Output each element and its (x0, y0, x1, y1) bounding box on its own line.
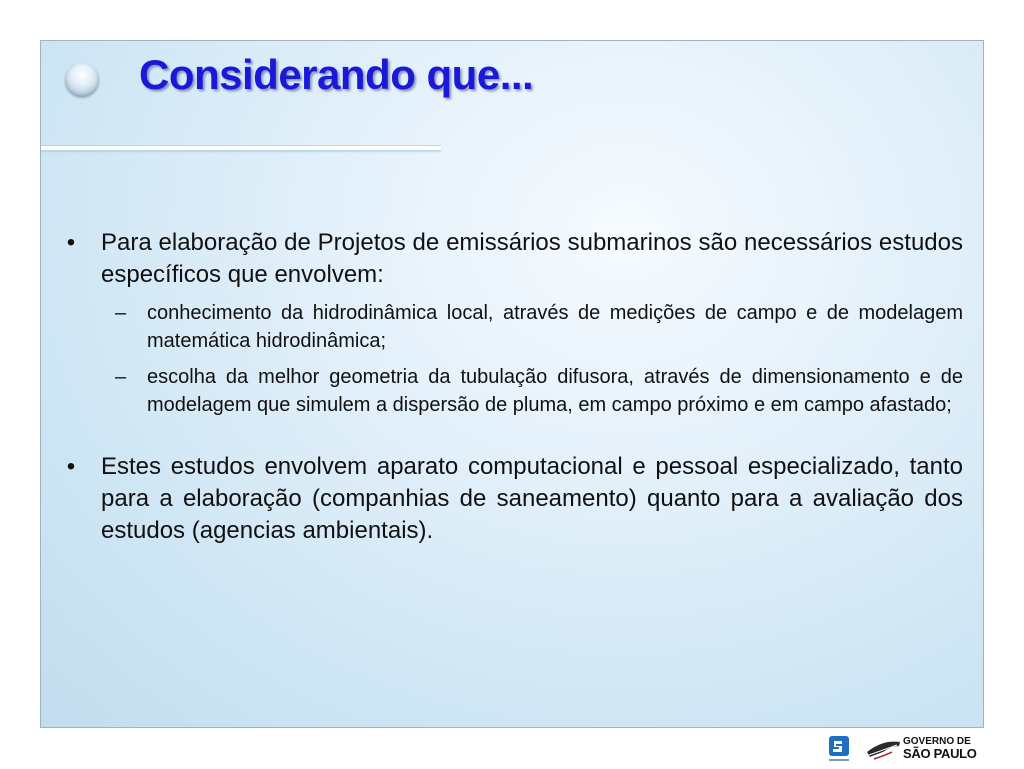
bullet-marker: • (66, 453, 76, 480)
sub-bullet-item (115, 299, 963, 355)
governo-sp-wordmark: GOVERNO DE SÃO PAULO (903, 736, 977, 761)
slide-body (61, 227, 963, 547)
dash-marker: – (115, 302, 127, 324)
bullet-text: Para elaboração de Projetos de emissários submarinos são necessários estudos específicos que envolvem: (101, 229, 963, 288)
slide-title: Considerando que... (139, 51, 534, 98)
sabesp-logo (826, 734, 852, 764)
title-underline (41, 145, 441, 151)
sao-paulo-state-map-icon (866, 736, 902, 762)
governo-sp-logo (866, 734, 986, 764)
sub-bullet-text: conhecimento da hidrodinâmica local, através de medições de campo e de modelagem matemática hidrodinâmica; (147, 302, 963, 352)
sub-bullet-item (115, 363, 963, 419)
bullet-marker: • (66, 229, 76, 256)
sabesp-logo-icon (826, 734, 852, 764)
bullet-item (61, 451, 963, 547)
slide-panel (40, 40, 984, 728)
dash-marker: – (115, 366, 127, 388)
title-bullet-icon (65, 63, 99, 97)
bullet-text: Estes estudos envolvem aparato computacional e pessoal especializado, tanto para a elaboração (companhias de saneamento) quanto para a avaliação dos estudos (agencias ambientais). (101, 453, 963, 544)
sub-bullet-text: escolha da melhor geometria da tubulação difusora, através de dimensionamento e de modelagem que simulem a dispersão de pluma, em campo próximo e em campo afastado; (147, 366, 963, 416)
bullet-item (61, 227, 963, 291)
